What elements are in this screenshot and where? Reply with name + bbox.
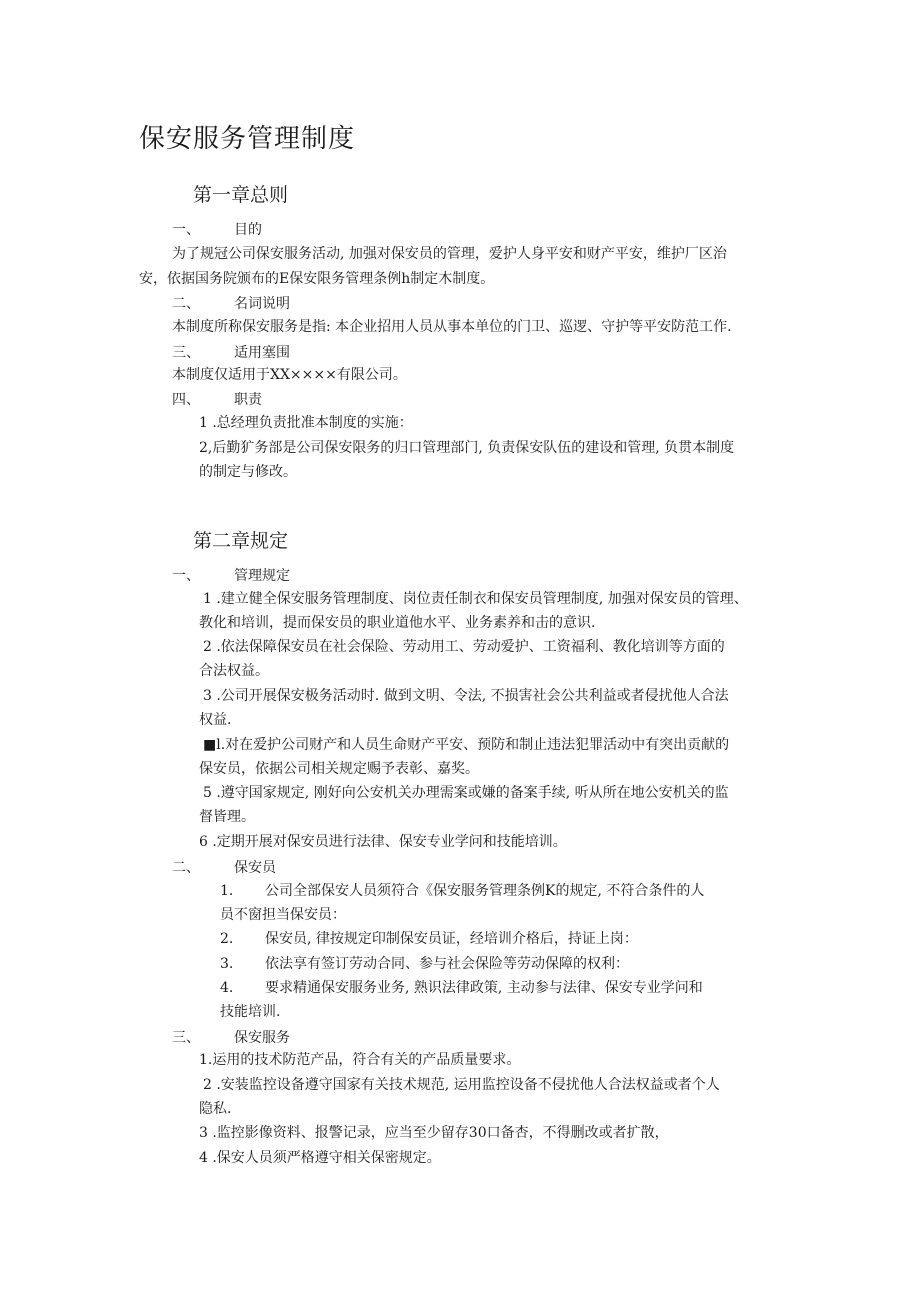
c2-s1-i3-line1: 3 .公司开展保安极务活动时. 做到文明、令法, 不损害社会公共利益或者侵扰他人合法	[203, 688, 729, 704]
c2-s1-title: 管理规定	[234, 568, 290, 584]
c2-s1-number: 一、	[172, 568, 200, 584]
c2-s2-i2-text: 保安员, 律按规定印制保安员证，经培训介格后，持证上岗：	[265, 931, 638, 947]
c1-s2-title: 名词说明	[234, 296, 290, 312]
c2-s1-i4-line2: 保安员，依据公司相关规定赐予表彰、嘉奖。	[199, 761, 479, 777]
c2-s1-i1-line1: 1 .建立健全保安服务管理制度、岗位责任制衣和保安员管理制度, 加强对保安员的管理、	[203, 591, 748, 607]
chapter2-title: 第二章规定	[193, 530, 289, 552]
c2-s3-i3: 3 .监控影像资料、报警记录，应当至少留存30口备杏，不得删改或者扩散，	[199, 1125, 669, 1141]
c1-s2-text: 本制度所称保安服务是指: 本企业招用人员从事本单位的门卫、巡逻、守护等平安防范工作.	[172, 319, 732, 335]
c2-s2-title: 保安员	[234, 860, 276, 876]
c2-s2-i1-line2: 员不窗担当保安员：	[220, 907, 346, 923]
c2-s1-i3-line2: 权益.	[199, 712, 232, 728]
c2-s3-number: 三、	[172, 1030, 200, 1046]
c1-s3-text: 本制度仅适用于XX××××有限公司。	[172, 367, 407, 383]
c2-s2-i1-number: 1.	[220, 883, 234, 899]
c2-s2-i3-text: 依法享有签订劳动合同、参与社会保险等劳动保障的权利：	[265, 956, 629, 972]
c2-s3-i2-line1: 2 .安装监控设备遵守国家有关技术规范, 运用监控设备不侵扰他人合法权益或者个人	[203, 1077, 720, 1093]
c2-s2-i3-number: 3.	[220, 956, 234, 972]
c2-s1-i5-line2: 督皆理。	[199, 809, 255, 825]
c1-s3-title: 适用塞围	[234, 345, 290, 361]
c2-s3-i2-line2: 隐私.	[199, 1101, 232, 1117]
c1-s4-item2-line1: 2,后勤犷务部是公司保安限务的归口管理部门, 负责保安队伍的建设和管理, 负贯本制度	[199, 440, 735, 456]
c1-s2-number: 二、	[172, 296, 200, 312]
c2-s1-i1-line2: 教化和培训，提而保安员的职业道他水平、业务素养和击的意识.	[199, 615, 596, 631]
c2-s3-i1: 1.运用的技术防范产品，符合有关的产品质量要求。	[199, 1052, 521, 1068]
c2-s3-title: 保安服务	[234, 1030, 290, 1046]
c1-s1-title: 目的	[234, 222, 262, 238]
c2-s2-i4-number: 4.	[220, 980, 234, 996]
c2-s1-i4-line1: ■l.对在爱护公司财产和人员生命财产平安、预防和制止违法犯罪活动中有突出贡献的	[203, 737, 730, 753]
c1-s4-item1: 1 .总经理负责批准本制度的实施：	[199, 415, 413, 431]
document-title: 保安服务管理制度	[139, 124, 356, 154]
c1-s4-title: 职责	[234, 392, 262, 408]
c2-s1-i5-line1: 5 .遵守国家规定, 刚好向公安机关办理需案或嫌的备案手续, 听从所在地公安机关的监	[203, 785, 729, 801]
c1-s1-text-line2: 安，依据国务院颁布的E保安限务管理条例h制定木制度。	[139, 271, 495, 287]
c2-s2-i4-line2: 技能培训.	[220, 1004, 281, 1020]
c2-s3-i4: 4 .保安人员须严格遵守相关保密规定。	[199, 1150, 441, 1166]
c1-s4-item2-line2: 的制定与修改。	[199, 464, 297, 480]
c2-s2-number: 二、	[172, 860, 200, 876]
c2-s2-i1-line1: 公司全部保安人员须符合《保安服务管理条例K的规定, 不符合条件的人	[265, 883, 705, 899]
c1-s1-number: 一、	[172, 222, 200, 238]
c2-s2-i4-line1: 要求精通保安服务业务, 熟识法律政策, 主动参与法律、保安专业学问和	[265, 980, 703, 996]
c1-s1-text-line1: 为了规冠公司保安服务活动, 加强对保安员的管理，爱护人身平安和财产平安，维护厂区治	[172, 246, 727, 262]
c2-s1-i2-line1: 2 .依法保障保安员在社会保险、劳动用工、劳动爱护、工资福利、教化培训等方面的	[203, 639, 725, 655]
c1-s4-number: 四、	[172, 392, 200, 408]
c2-s1-i2-line2: 合法权益。	[199, 663, 269, 679]
c2-s2-i2-number: 2.	[220, 931, 234, 947]
chapter1-title: 第一章总则	[193, 184, 289, 206]
c2-s1-i6: 6 .定期开展对保安员进行法律、保安专业学问和技能培训。	[199, 834, 567, 850]
c1-s3-number: 三、	[172, 345, 200, 361]
